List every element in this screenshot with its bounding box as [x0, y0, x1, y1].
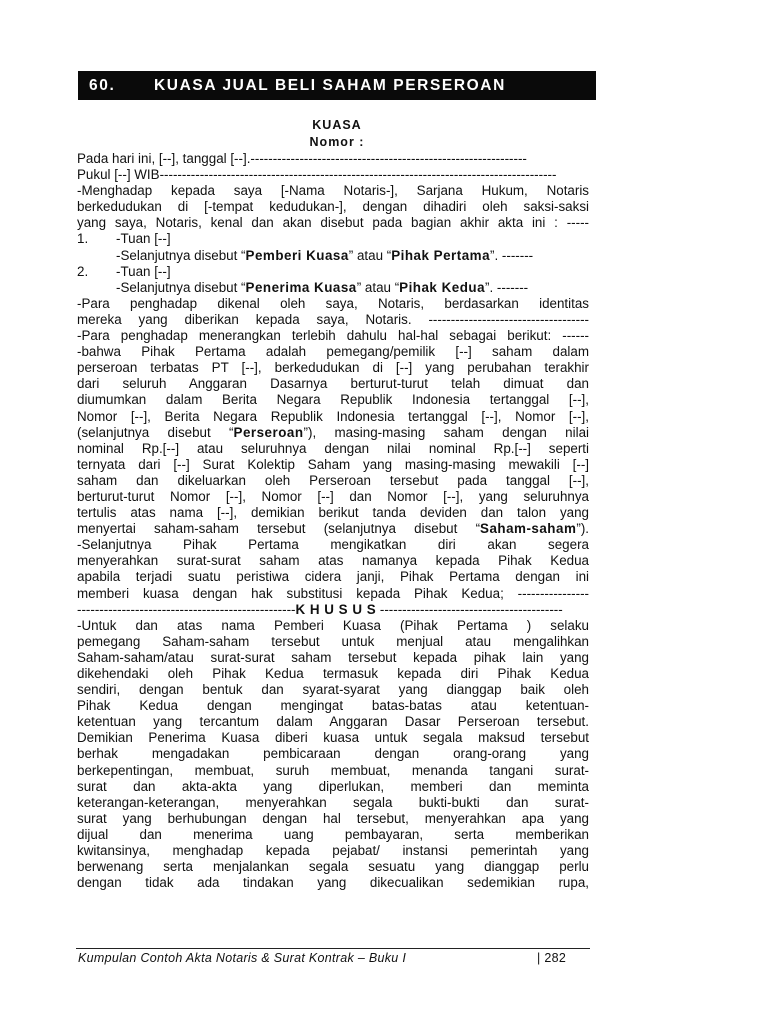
- text-line: [77, 328, 589, 344]
- line-text: -Untuk dan atas nama Pemberi Kuasa (Pihak Pertama ) selaku: [77, 617, 589, 633]
- text-line: [77, 312, 589, 328]
- text-line: [77, 167, 589, 183]
- line-text: mereka yang diberikan kepada saya, Notaris. ------------------------------------: [77, 311, 589, 327]
- page-number: | 282: [537, 951, 567, 965]
- defined-term: Penerima Kuasa: [245, 279, 357, 295]
- line-text: yang saya, Notaris, kenal dan akan disebut pada bagian akhir akta ini : -----: [77, 215, 589, 231]
- line-text: berhak mengadakan pembicaraan dengan orang-orang yang: [77, 746, 589, 762]
- text-line: [77, 763, 589, 779]
- text-line: [77, 215, 589, 231]
- line-text: ”), masing-masing saham dengan nilai: [303, 424, 589, 440]
- text-line: [77, 714, 589, 730]
- text-line: [77, 231, 589, 247]
- line-text: keterangan-keterangan, menyerahkan segala bukti-bukti dan surat-: [77, 794, 589, 810]
- text-line: [77, 344, 589, 360]
- line-text: dikehendaki oleh Pihak Kedua termasuk kepada diri Pihak Kedua: [77, 666, 589, 681]
- text-line: [77, 698, 589, 714]
- line-text: sendiri, dengan bentuk dan syarat-syarat yang dianggap baik oleh: [77, 682, 589, 698]
- text-line: [77, 843, 589, 859]
- text-line: [77, 505, 589, 521]
- list-number: 2.: [77, 263, 89, 279]
- footer-text: Kumpulan Contoh Akta Notaris & Surat Kontrak – Buku I: [78, 951, 407, 965]
- section-number: 60.: [89, 77, 116, 94]
- line-text: berkepentingan, membuat, suruh membuat, menanda tangani surat-: [77, 762, 589, 778]
- text-line: [77, 248, 589, 264]
- line-text: Pukul [--] WIB-----------------------------------------------------------------------------------------: [77, 167, 557, 183]
- text-line: [77, 730, 589, 746]
- line-text: pemegang Saham-saham tersebut untuk menjual atau mengalihkan: [77, 633, 589, 649]
- line-text: dari seluruh Anggaran Dasarnya berturut-turut telah dimuat dan: [77, 376, 589, 392]
- section-header: [78, 71, 596, 100]
- line-text: ”. -------: [490, 247, 534, 263]
- text-line: [77, 569, 589, 585]
- text-line: [77, 183, 589, 199]
- line-text: ”. -------: [485, 279, 529, 295]
- line-text: menyerahkan surat-surat saham atas namanya kepada Pihak Kedua: [77, 553, 589, 569]
- line-text: tertulis atas nama [--], demikian berikut tanda deviden dan talon yang: [77, 505, 589, 521]
- line-text: menyertai saham-saham tersebut (selanjutnya disebut “: [77, 521, 481, 537]
- text-line: [77, 779, 589, 795]
- line-text: -------------------------------------------------: [77, 601, 296, 617]
- text-line: [77, 537, 589, 553]
- text-line: [77, 489, 589, 505]
- deed-number: Nomor :: [309, 135, 365, 149]
- line-text: dijual dan menerima uang pembayaran, serta memberikan: [77, 826, 589, 842]
- text-line: [77, 296, 589, 312]
- text-line: [77, 746, 589, 762]
- section-title: KUASA JUAL BELI SAHAM PERSEROAN: [154, 77, 506, 94]
- line-text: memberi kuasa dengan hak substitusi kepada Pihak Kedua; ----------------: [77, 585, 589, 601]
- page-footer: [78, 951, 590, 965]
- line-text: saham dan dikeluarkan oleh Perseroan tersebut pada tanggal [--],: [77, 472, 589, 488]
- text-line: [77, 264, 589, 280]
- line-text: -Menghadap kepada saya [-Nama Notaris-], Sarjana Hukum, Notaris: [77, 183, 589, 199]
- line-text: kwitansinya, menghadap kepada pejabat/ instansi pemerintah yang: [77, 843, 589, 859]
- text-line: [77, 602, 589, 618]
- footer-rule: [76, 948, 590, 949]
- line-text: diumumkan dalam Berita Negara Republik Indonesia tertanggal [--],: [77, 392, 589, 408]
- line-text: -Tuan [--]: [116, 231, 171, 247]
- text-line: [77, 634, 589, 650]
- text-line: [77, 441, 589, 457]
- line-text: -Tuan [--]: [116, 263, 171, 279]
- line-text: ”).: [576, 521, 589, 537]
- defined-term: Perseroan: [233, 424, 304, 440]
- text-line: [77, 409, 589, 425]
- line-text: Pada hari ini, [--], tanggal [--].--------------------------------------------------------------: [77, 151, 527, 166]
- list-number: 1.: [77, 231, 89, 247]
- line-text: ketentuan yang tercantum dalam Anggaran Dasar Perseroan tersebut.: [77, 714, 589, 730]
- text-line: [77, 473, 589, 489]
- text-line: [77, 618, 589, 634]
- line-text: -Para penghadap dikenal oleh saya, Notaris, berdasarkan identitas: [77, 295, 589, 311]
- text-line: [77, 521, 589, 537]
- defined-term: Saham-saham: [480, 521, 577, 537]
- text-line: [77, 376, 589, 392]
- text-line: [77, 151, 589, 167]
- text-line: [77, 859, 589, 875]
- line-text: berwenang serta menjalankan segala sesuatu yang dianggap perlu: [77, 859, 589, 875]
- defined-term: Pihak Pertama: [391, 247, 491, 263]
- line-text: Saham-saham/atau surat-surat saham tersebut kepada pihak lain yang: [77, 649, 589, 665]
- line-text: ” atau “: [348, 247, 392, 263]
- defined-term: Pemberi Kuasa: [245, 247, 349, 263]
- text-line: [77, 875, 589, 891]
- line-text: nominal Rp.[--] atau seluruhnya dengan nilai nominal Rp.[--] seperti: [77, 440, 589, 456]
- line-text: Pihak Kedua dengan mengingat batas-batas atau ketentuan-: [77, 698, 589, 714]
- line-text: berkedudukan di [-tempat kedudukan-], dengan dihadiri oleh saksi-saksi: [77, 199, 589, 215]
- line-text: ternyata dari [--] Surat Kolektip Saham yang masing-masing mewakili [--]: [77, 456, 589, 472]
- text-line: [77, 425, 589, 441]
- line-text: dengan tidak ada tindakan yang dikecualikan sedemikian rupa,: [77, 875, 589, 891]
- line-text: perseroan terbatas PT [--], berkedudukan di [--] yang perubahan terakhir: [77, 360, 589, 376]
- deed-title: KUASA: [312, 118, 362, 132]
- line-text: -Selanjutnya Pihak Pertama mengikatkan diri akan segera: [77, 537, 589, 553]
- line-text: apabila terjadi suatu peristiwa cidera janji, Pihak Pertama dengan ini: [77, 569, 589, 585]
- defined-term: K H U S U S: [295, 601, 377, 617]
- line-text: berturut-turut Nomor [--], Nomor [--] dan Nomor [--], yang seluruhnya: [77, 488, 589, 504]
- line-text: (selanjutnya disebut “: [77, 424, 234, 440]
- line-text: surat dan akta-akta yang diperlukan, memberi dan meminta: [77, 778, 589, 794]
- line-text: -Para penghadap menerangkan terlebih dahulu hal-hal sebagai berikut: ------: [77, 328, 589, 344]
- line-text: -Selanjutnya disebut “: [116, 247, 246, 263]
- text-line: [77, 553, 589, 569]
- text-line: [77, 392, 589, 408]
- line-text: -----------------------------------------: [376, 601, 563, 617]
- text-line: [77, 811, 589, 827]
- document-body: [77, 151, 589, 891]
- text-line: [77, 457, 589, 473]
- text-line: [77, 666, 589, 682]
- line-text: -bahwa Pihak Pertama adalah pemegang/pemilik [--] saham dalam: [77, 344, 589, 360]
- text-line: [77, 827, 589, 843]
- text-line: [77, 586, 589, 602]
- line-text: surat yang berhubungan dengan hal tersebut, menyerahkan apa yang: [77, 810, 589, 826]
- text-line: [77, 682, 589, 698]
- line-text: Demikian Penerima Kuasa diberi kuasa untuk segala maksud tersebut: [77, 730, 589, 746]
- text-line: [77, 650, 589, 666]
- text-line: [77, 280, 589, 296]
- text-line: [77, 199, 589, 215]
- text-line: [77, 795, 589, 811]
- line-text: Nomor [--], Berita Negara Republik Indonesia tertanggal [--], Nomor [--],: [77, 408, 589, 424]
- line-text: ” atau “: [356, 279, 400, 295]
- line-text: -Selanjutnya disebut “: [116, 279, 246, 295]
- text-line: [77, 360, 589, 376]
- defined-term: Pihak Kedua: [399, 279, 486, 295]
